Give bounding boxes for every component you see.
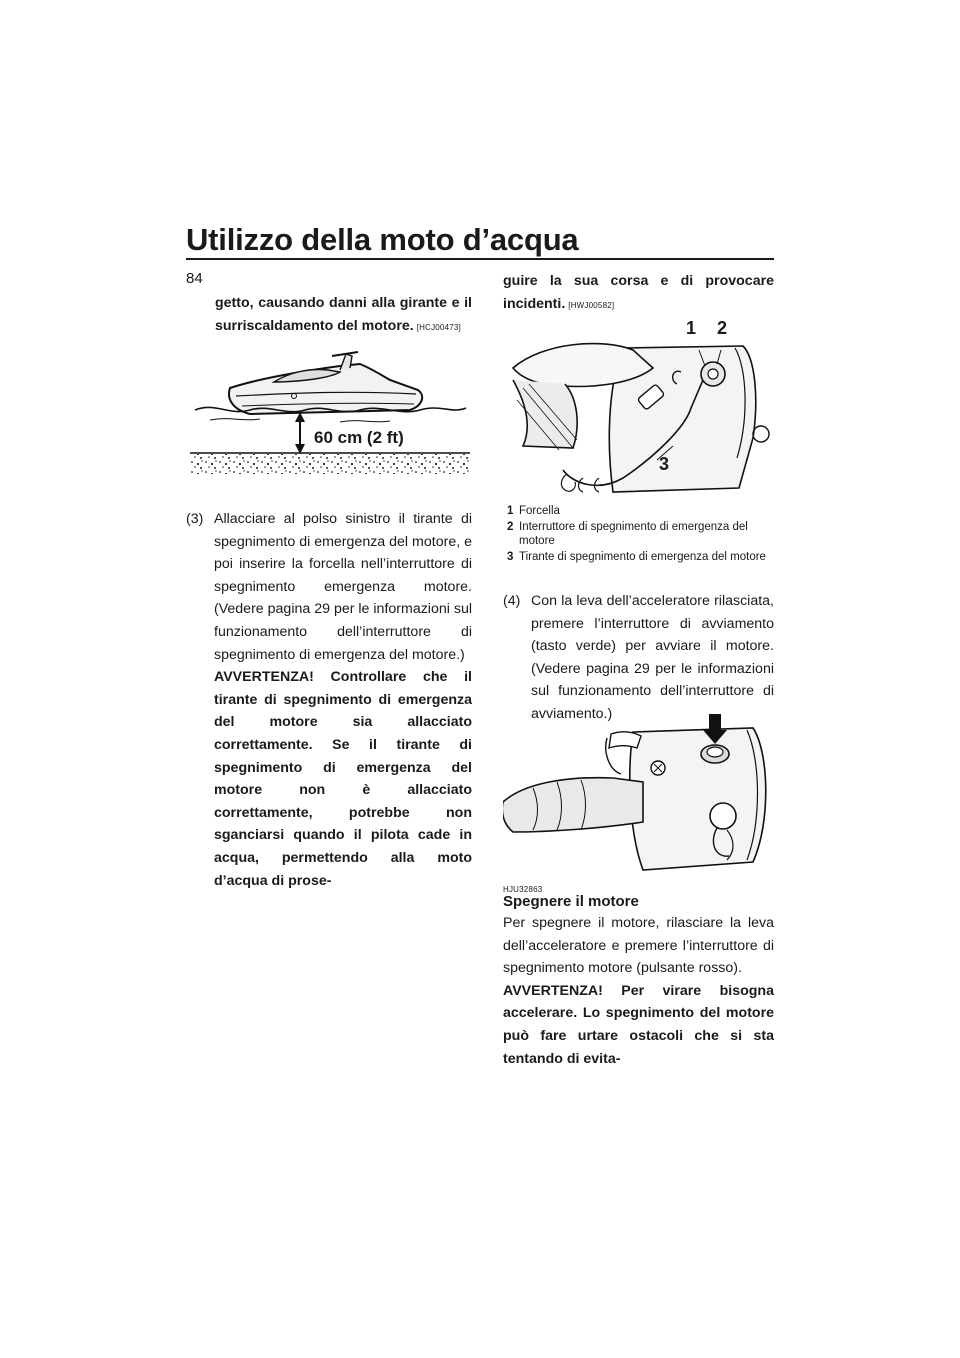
- legend-num: 3: [507, 551, 514, 563]
- depth-label: 60 cm (2 ft): [314, 428, 404, 447]
- step-4-text: Con la leva dell’acceleratore rilasciata, premere l’interruttore di avviamento (tasto verde) per avviare il motore. (Vedere pagina 29 per le informazioni sul funzionamento dell’interruttore di avviamento.): [531, 593, 774, 722]
- page-number: 84: [186, 270, 203, 287]
- step-3: [186, 508, 472, 892]
- legend-item: [503, 520, 774, 548]
- step-3-text: Allacciare al polso sinistro il tirante di spegnimento di emergenza del motore, e poi inserire la forcella nell’interruttore di spegnimento emergenza motore. (Vedere pagina 29 per le informazioni sul funzionamento dell’interruttore di spegnimento di emergenza del motore.): [214, 511, 472, 663]
- section-warning: AVVERTENZA! Per virare bisogna accelerare. Lo spegnimento del motore può fare urtare ostacoli che si sta tentando di evita-: [503, 982, 774, 1067]
- legend-text: Tirante di spegnimento di emergenza del motore: [519, 551, 766, 563]
- figure-legend: [503, 504, 774, 566]
- left-continuation: [215, 292, 472, 339]
- step-3-warning: AVVERTENZA! Controllare che il tirante di spegnimento di emergenza del motore sia allacciato correttamente. Se il tirante di spegnimento di emergenza del motore non è allacciato correttamente, potrebbe non sganciarsi quando il pilota cade in acqua, permettendo alla moto d’acqua di prose-: [214, 669, 472, 889]
- right-continuation: [503, 270, 774, 317]
- section-heading: Spegnere il motore: [503, 893, 639, 910]
- legend-num: 1: [507, 505, 514, 517]
- right-warning-code: [HWJ00582]: [568, 300, 615, 310]
- legend-item: [503, 550, 774, 564]
- figure-start-switch: [503, 712, 775, 882]
- step-4-number: (4): [503, 593, 521, 609]
- step-3-number: (3): [186, 511, 204, 527]
- section-code: HJU32863: [503, 885, 543, 894]
- left-warning-code: [HCJ00473]: [416, 322, 461, 332]
- callout-3: 3: [659, 454, 670, 474]
- page-title: Utilizzo della moto d’acqua: [186, 222, 579, 257]
- legend-text: Interruttore di spegnimento di emergenza del motore: [519, 521, 748, 547]
- callout-2: 2: [717, 318, 728, 338]
- left-continuation-text: getto, causando danni alla girante e il surriscaldamento del motore.: [215, 295, 472, 334]
- step-4: [503, 590, 774, 726]
- section-body: [503, 912, 774, 1070]
- figure-watercraft-depth: [190, 350, 470, 475]
- legend-item: [503, 504, 774, 518]
- section-text: Per spegnere il motore, rilasciare la leva dell’acceleratore e premere l’interruttore di spegnimento motore (pulsante rosso).: [503, 915, 774, 977]
- figure-emergency-switch: [503, 318, 775, 498]
- legend-text: Forcella: [519, 505, 560, 517]
- title-rule: [186, 258, 774, 260]
- right-continuation-text: guire la sua corsa e di provocare incidenti.: [503, 273, 774, 312]
- legend-num: 2: [507, 521, 514, 533]
- callout-1: 1: [686, 318, 697, 338]
